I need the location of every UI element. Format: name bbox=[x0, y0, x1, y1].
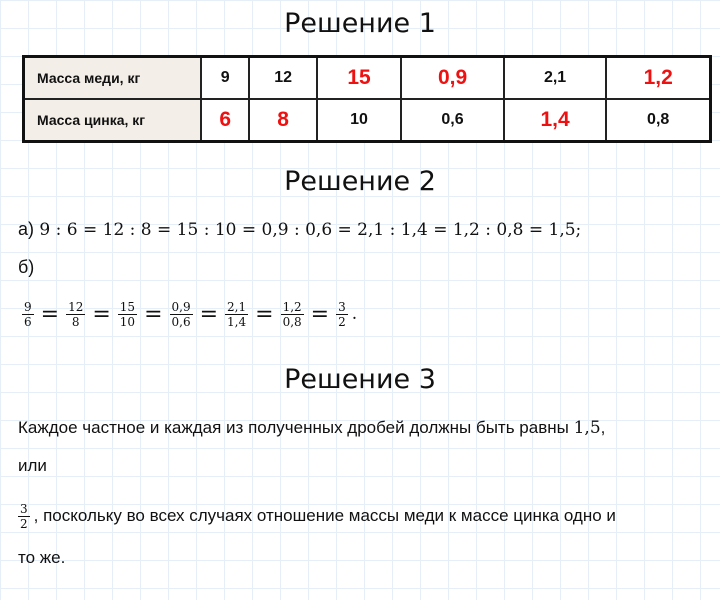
fraction bbox=[22, 300, 34, 329]
part-b-label: б) bbox=[18, 257, 35, 277]
numerator: 0,9 bbox=[171, 300, 191, 314]
equals-sign: = bbox=[255, 302, 274, 327]
numerator: 9 bbox=[24, 300, 32, 314]
text: , bbox=[600, 418, 606, 437]
fraction-3-2 bbox=[18, 502, 30, 531]
numerator: 1,2 bbox=[282, 300, 302, 314]
table-cell: 1,2 bbox=[606, 57, 710, 100]
table-cell: 2,1 bbox=[504, 57, 607, 100]
value: 1,5 bbox=[573, 418, 601, 438]
explanation-line-4: то же. bbox=[18, 548, 66, 567]
denominator: 2 bbox=[338, 315, 346, 329]
table-cell: 12 bbox=[249, 57, 316, 100]
row-label: Масса цинка, кг bbox=[24, 99, 202, 142]
denominator: 1,4 bbox=[227, 315, 247, 329]
fraction bbox=[281, 300, 304, 329]
part-a-label: а) bbox=[18, 219, 35, 239]
numerator: 3 bbox=[20, 502, 28, 516]
equals-sign: = bbox=[40, 302, 60, 327]
table-cell: 6 bbox=[201, 99, 249, 142]
table-row bbox=[24, 57, 711, 100]
period: . bbox=[351, 304, 358, 324]
table-cell: 0,6 bbox=[401, 99, 504, 142]
fraction bbox=[336, 300, 348, 329]
ratio-chain: 9 : 6 = 12 : 8 = 15 : 10 = 0,9 : 0,6 = 2,1 : 1,4 = 1,2 : 0,8 = 1,5; bbox=[39, 220, 582, 240]
denominator: 2 bbox=[20, 517, 28, 531]
denominator: 10 bbox=[119, 315, 136, 329]
numerator: 15 bbox=[119, 300, 136, 314]
part-a bbox=[18, 219, 581, 240]
row-label: Масса меди, кг bbox=[24, 57, 202, 100]
fraction bbox=[66, 300, 85, 329]
denominator: 0,8 bbox=[282, 315, 302, 329]
fraction bbox=[170, 300, 193, 329]
table-cell: 10 bbox=[317, 99, 402, 142]
table-cell: 15 bbox=[317, 57, 402, 100]
numerator: 3 bbox=[338, 300, 346, 314]
explanation-line-3 bbox=[14, 502, 616, 531]
heading-solution-1: Решение 1 bbox=[284, 8, 436, 39]
numerator: 12 bbox=[68, 300, 84, 314]
equals-sign: = bbox=[92, 302, 111, 327]
heading-solution-2: Решение 2 bbox=[284, 166, 436, 197]
table-cell: 0,9 bbox=[401, 57, 504, 100]
fraction bbox=[225, 300, 248, 329]
table-cell: 0,8 bbox=[606, 99, 710, 142]
text: Каждое частное и каждая из полученных дробей должны быть равны bbox=[18, 418, 569, 437]
mass-table bbox=[22, 55, 712, 143]
fraction bbox=[118, 300, 137, 329]
equals-sign: = bbox=[310, 302, 330, 327]
equals-sign: = bbox=[144, 302, 163, 327]
denominator: 0,6 bbox=[171, 315, 191, 329]
explanation-line-1 bbox=[18, 418, 605, 438]
table-cell: 1,4 bbox=[504, 99, 607, 142]
explanation-line-2: или bbox=[18, 456, 47, 475]
equals-sign: = bbox=[199, 302, 219, 327]
table-row bbox=[24, 99, 711, 142]
text: , поскольку во всех случаях отношение массы меди к массе цинка одно и bbox=[33, 505, 616, 525]
denominator: 6 bbox=[24, 315, 32, 329]
numerator: 2,1 bbox=[227, 300, 247, 314]
table-cell: 9 bbox=[201, 57, 249, 100]
denominator: 8 bbox=[71, 315, 80, 329]
fraction-chain bbox=[18, 300, 357, 329]
table-cell: 8 bbox=[249, 99, 316, 142]
heading-solution-3: Решение 3 bbox=[284, 364, 436, 395]
